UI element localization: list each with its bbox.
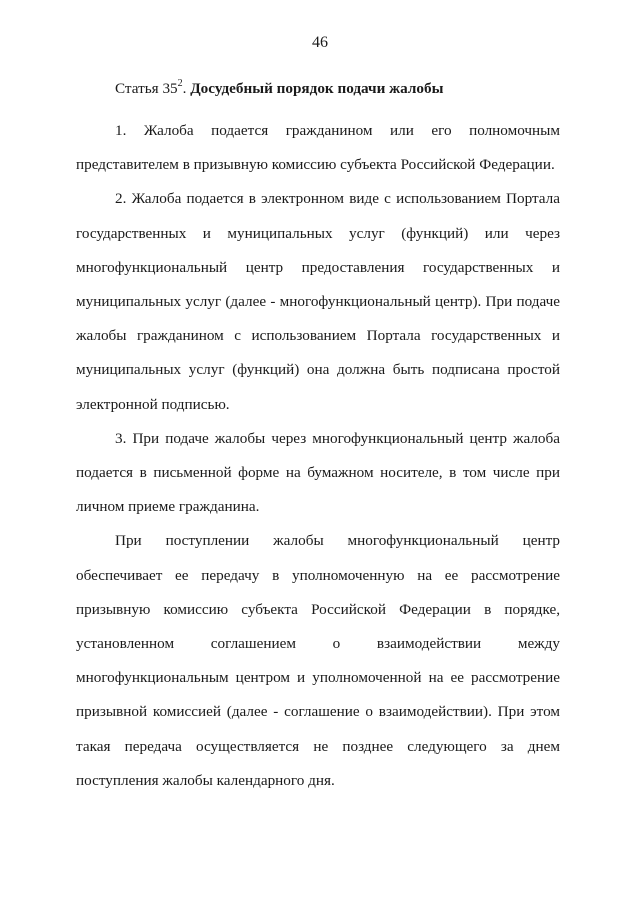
article-number: Статья 35 (115, 80, 178, 97)
page-number: 46 (312, 34, 328, 51)
article-heading (76, 78, 560, 100)
paragraph-1: 1. Жалоба подается гражданином или его полномочным представителем в призывную комиссию субъекта Российской Федерации. (76, 122, 560, 174)
paragraph-4: При поступлении жалобы многофункциональный центр обеспечивает ее передачу в уполномоченную на ее рассмотрение призывную комиссию субъекта Российской Федерации в порядке, установленном соглашением о взаимодействии между многофункциональным центром и уполномоченной на ее рассмотрение призывной комиссией (далее - соглашение о взаимодействии). При этом такая передача осуществляется не позднее следующего за днем поступления жалобы календарного дня. (76, 532, 560, 789)
paragraph-2: 2. Жалоба подается в электронном виде с использованием Портала государственных и муниципальных услуг (функций) или через многофункциональный центр предоставления государственных и муниципальных услуг (далее - многофункциональный центр). При подаче жалобы гражданином с использованием Портала государственных и муниципальных услуг (функций) она должна быть подписана простой электронной подписью. (76, 190, 560, 413)
article-body (76, 78, 560, 798)
article-title: Досудебный порядок подачи жалобы (190, 80, 444, 97)
paragraph-3: 3. При подаче жалобы через многофункциональный центр жалоба подается в письменной форме на бумажном носителе, в том числе при личном приеме гражданина. (76, 429, 560, 516)
article-separator: . (182, 80, 191, 97)
article-number-superscript: 2 (177, 78, 183, 89)
